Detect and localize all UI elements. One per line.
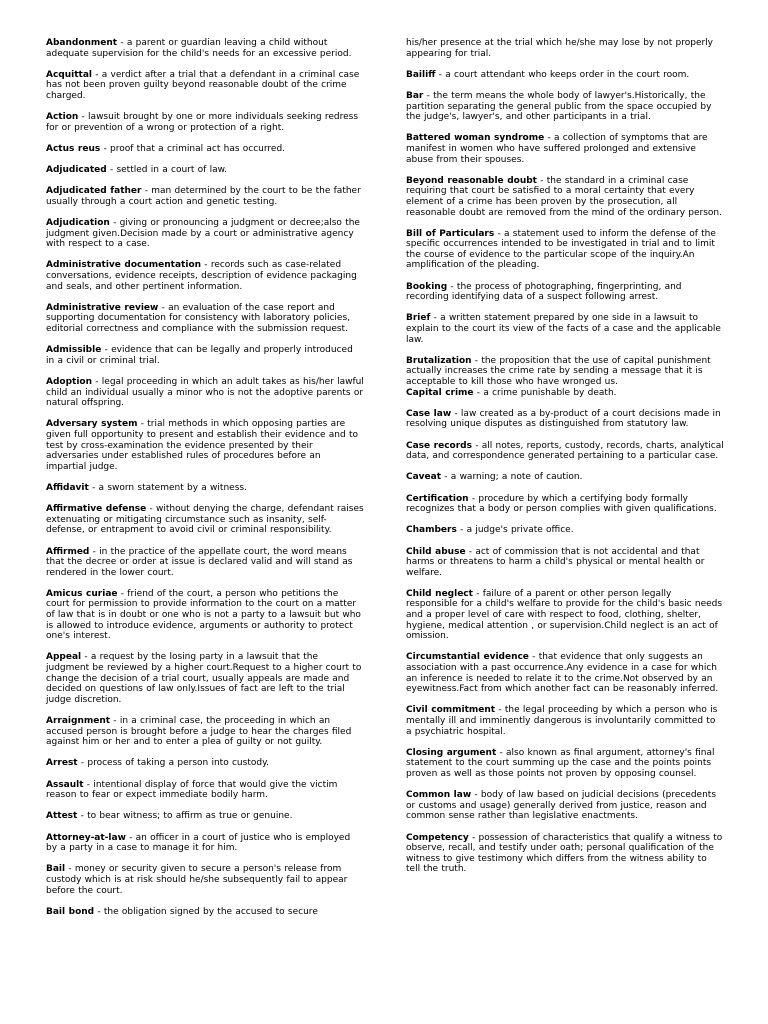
glossary-term: Amicus curiae xyxy=(46,588,118,599)
glossary-entry xyxy=(406,472,724,483)
glossary-term: Child neglect xyxy=(406,588,473,599)
glossary-entry xyxy=(46,833,364,854)
glossary-definition: - an officer in a court of justice who is employed by a party in a case to manage it for him. xyxy=(46,832,351,854)
glossary-definition: - a court attendant who keeps order in the court room. xyxy=(435,69,690,80)
glossary-definition: - the standard in a criminal case requiring that court be satisfied to a moral certainty that every element of a crime has been proven by the prosecution, all reasonable doubt are removed from the mind of the ordinary person. xyxy=(406,175,722,218)
glossary-entry xyxy=(46,144,364,155)
glossary-entry xyxy=(406,409,724,430)
glossary-definition: - giving or pronouncing a judgment or decree;also the judgment given.Decision made by a court or administrative agency with respect to a case. xyxy=(46,218,360,250)
glossary-definition: - the proposition that the use of capital punishment actually increases the crime rate by sending a message that it is acceptable to kill those who have wronged us. xyxy=(406,355,711,387)
glossary-entry xyxy=(46,780,364,801)
glossary-definition: - the legal proceeding by which a person who is mentally ill and imminently dangerous is involuntarily committed to a psychiatric hospital. xyxy=(406,705,718,737)
glossary-entry xyxy=(46,547,364,579)
glossary-entry xyxy=(406,441,724,462)
glossary-definition: - the obligation signed by the accused to secure xyxy=(94,906,318,917)
glossary-entry xyxy=(46,165,364,176)
glossary-entry xyxy=(406,38,724,59)
glossary-definition: - a written statement prepared by one side in a lawsuit to explain to the court its view of the facts of a case and the applicable law. xyxy=(406,313,721,345)
glossary-term: Arrest xyxy=(46,758,78,769)
glossary-term: Administrative review xyxy=(46,302,159,313)
glossary-definition: - intentional display of force that would give the victim reason to fear or expect immediate bodily harm. xyxy=(46,779,338,801)
glossary-entry xyxy=(406,589,724,642)
glossary-term: Admissible xyxy=(46,345,102,356)
glossary-definition: - a parent or guardian leaving a child without adequate supervision for the child's needs for an excessive period. xyxy=(46,38,352,59)
glossary-definition: - proof that a criminal act has occurred. xyxy=(100,143,286,154)
glossary-term: Adversary system xyxy=(46,419,138,430)
glossary-entry xyxy=(46,260,364,292)
glossary-term: Booking xyxy=(406,281,448,292)
glossary-term: Attorney-at-law xyxy=(46,832,126,843)
glossary-term: Affirmative defense xyxy=(46,504,147,515)
glossary-term: Case law xyxy=(406,408,452,419)
glossary-entry xyxy=(406,282,724,303)
glossary-term: Chambers xyxy=(406,525,457,536)
glossary-entry xyxy=(46,303,364,335)
glossary-term: Assault xyxy=(46,779,84,790)
glossary-entry xyxy=(406,313,724,345)
glossary-entry xyxy=(406,91,724,123)
glossary-entry xyxy=(406,833,724,875)
glossary-entry xyxy=(46,186,364,207)
glossary-term: Attest xyxy=(46,811,78,822)
glossary-definition: - act of commission that is not accidental and that harms or threatens to harm a child's physical or mental health or welfare. xyxy=(406,546,705,578)
glossary-definition: - records such as case-related conversations, evidence receipts, description of evidence packaging and seals, and other pertinent information. xyxy=(46,260,357,292)
glossary-entry xyxy=(406,133,724,165)
glossary-definition: - a statement used to inform the defense of the specific occurrences intended to be investigated in trial and to limit the course of evidence to the particular scope of the inquiry.An amplification of the pleading. xyxy=(406,228,716,271)
glossary-definition: - a judge's private office. xyxy=(456,525,574,536)
glossary-definition: - the process of photographing, fingerprinting, and recording identifying data of a suspect following arrest. xyxy=(406,281,682,303)
glossary-definition: - an evaluation of the case report and supporting documentation for consistency with laboratory policies, editorial correctness and compliance with the submission request. xyxy=(46,302,351,335)
glossary-term: Administrative documentation xyxy=(46,260,202,271)
glossary-term: Capital crime xyxy=(406,387,474,398)
glossary-term: Bar xyxy=(406,90,424,101)
glossary-definition: - legal proceeding in which an adult takes as his/her lawful child an individual usually a minor who is not the adoptive parents or natural offspring. xyxy=(46,377,364,409)
glossary-definition: - a collection of symptoms that are manifest in women who have suffered prolonged and extensive abuse from their spouses. xyxy=(406,133,708,165)
glossary-entry xyxy=(406,70,724,81)
glossary-term: Adjudication xyxy=(46,218,110,229)
glossary-definition: - all notes, reports, custody, records, charts, analytical data, and correspondence generated pertaining to a particular case. xyxy=(406,440,724,462)
glossary-definition: - friend of the court, a person who petitions the court for permission to provide information to the court on a matter of law that is in doubt or one who is not a party to a lawsuit but who is allowed to introduce evidence, arguments or authority to protect one's interest. xyxy=(46,588,361,642)
glossary-definition: his/her presence at the trial which he/she may lose by not properly appearing for trial. xyxy=(406,38,714,59)
glossary-definition: - a crime punishable by death. xyxy=(473,387,617,398)
glossary-definition: - a sworn statement by a witness. xyxy=(88,482,247,493)
glossary-entry xyxy=(46,218,364,250)
glossary-entry xyxy=(46,907,364,918)
glossary-term: Bill of Particulars xyxy=(406,228,495,239)
glossary-term: Actus reus xyxy=(46,143,101,154)
glossary-term: Beyond reasonable doubt xyxy=(406,175,537,186)
glossary-entry xyxy=(46,419,364,472)
glossary-entry xyxy=(46,377,364,409)
glossary-term: Appeal xyxy=(46,652,82,663)
glossary-definition: - law created as a by-product of a court decisions made in resolving unique disputes as distinguished from statutory law. xyxy=(406,408,721,430)
glossary-definition: - failure of a parent or other person legally responsible for a child's welfare to provide for the child's basic needs and a proper level of care with respect to food, clothing, shelter, hygiene, medical attention , or supervision.Child neglect is an act of omission. xyxy=(406,588,723,642)
glossary-entry xyxy=(46,758,364,769)
glossary-term: Case records xyxy=(406,440,472,451)
glossary-entry xyxy=(406,705,724,737)
glossary-term: Certification xyxy=(406,493,469,504)
glossary-term: Affirmed xyxy=(46,546,90,557)
glossary-term: Circumstantial evidence xyxy=(406,652,529,663)
glossary-entry xyxy=(46,652,364,705)
glossary-definition: - man determined by the court to be the father usually through a court action and genetic testing. xyxy=(46,186,361,207)
glossary-definition: - settled in a court of law. xyxy=(106,165,227,176)
glossary-definition: - a request by the losing party in a lawsuit that the judgment be reviewed by a higher court.Request to a higher court to change the decision of a trial court, usually appeals are made and decided on questions of law only.Issues of fact are left to the trial judge discretion. xyxy=(46,652,362,705)
glossary-definition: - without denying the charge, defendant raises extenuating or mitigating circumstance such as insanity, self-defense, or entrapment to avoid civil or criminal responsibility. xyxy=(46,504,364,536)
glossary-definition: - a warning; a note of caution. xyxy=(441,472,583,483)
glossary-term: Adjudicated xyxy=(46,165,107,176)
glossary-entry xyxy=(406,790,724,822)
glossary-term: Civil commitment xyxy=(406,705,496,716)
glossary-entry xyxy=(46,811,364,822)
glossary-definition: - trial methods in which opposing parties are given full opportunity to present and establish their evidence and to test by cross-examination the evidence presented by their adversaries under established rules of procedures before an impartial judge. xyxy=(46,419,358,472)
glossary-entry xyxy=(406,748,724,780)
glossary-term: Common law xyxy=(406,790,472,801)
glossary-term: Bail xyxy=(46,864,66,875)
glossary-term: Action xyxy=(46,112,79,123)
glossary-entry xyxy=(406,547,724,579)
glossary-entry xyxy=(406,356,724,388)
glossary-term: Acquittal xyxy=(46,69,92,80)
glossary-term: Closing argument xyxy=(406,747,497,758)
glossary-definition: - money or security given to secure a person's release from custody which is at risk should he/she subsequently fail to appear before the court. xyxy=(46,864,348,896)
glossary-entry xyxy=(46,864,364,896)
glossary-term: Brief xyxy=(406,313,431,324)
glossary-definition: - body of law based on judicial decisions (precedents or customs and usage) generally derived from justice, reason and common sense rather than legislative enactments. xyxy=(406,790,717,822)
glossary-entry xyxy=(406,525,724,536)
glossary-definition: - the term means the whole body of lawyer's.Historically, the partition separating the general public from the space occupied by the judge's, lawyer's, and other participants in a trial. xyxy=(406,90,712,123)
glossary-definition: - also known as final argument, attorney's final statement to the court summing up the case and the points points proven as well as those points not proven by opposing counsel. xyxy=(406,747,715,779)
glossary-term: Child abuse xyxy=(406,546,466,557)
glossary-term: Brutalization xyxy=(406,355,472,366)
glossary-definition: - possession of characteristics that qualify a witness to observe, recall, and testify under oath; personal qualification of the witness to give testimony which differs from the witness ability to tell the truth. xyxy=(406,832,723,875)
glossary-entry xyxy=(406,229,724,271)
glossary-term: Affidavit xyxy=(46,482,89,493)
glossary-term: Arraignment xyxy=(46,716,111,726)
glossary-entry xyxy=(46,504,364,536)
glossary-term: Abandonment xyxy=(46,38,118,48)
glossary-definition: - evidence that can be legally and properly introduced in a civil or criminal trial. xyxy=(46,345,353,366)
glossary-definition: - in a criminal case, the proceeding in which an accused person is brought before a judge to hear the charges filed against him or her and to enter a plea of guilty or not guilty. xyxy=(46,716,352,748)
glossary-entry xyxy=(46,345,364,366)
glossary-definition: - that evidence that only suggests an association with a past occurrence.Any evidence in a case for which an inference is needed to relate it to the crime.Not observed by an eyewitness.Fact from which another fact can be reasonably inferred. xyxy=(406,652,719,695)
left-column xyxy=(46,38,364,928)
glossary-term: Adoption xyxy=(46,377,93,387)
glossary-definition: - in the practice of the appellate court, the word means that the decree or order at issue is declared valid and will stand as rendered in the lower court. xyxy=(46,546,353,578)
right-column xyxy=(406,38,724,886)
glossary-definition: - procedure by which a certifying body formally recognizes that a body or person complies with given qualifications. xyxy=(406,493,717,515)
glossary-term: Caveat xyxy=(406,472,442,483)
glossary-term: Battered woman syndrome xyxy=(406,133,545,144)
glossary-definition: - process of taking a person into custody. xyxy=(77,758,269,769)
glossary-entry xyxy=(46,716,364,748)
glossary-definition: - a verdict after a trial that a defendant in a criminal case has not been proven guilty beyond reasonable doubt of the crime charged. xyxy=(46,69,360,101)
glossary-definition: - lawsuit brought by one or more individuals seeking redress for or prevention of a wrong or protection of a right. xyxy=(46,112,359,133)
glossary-term: Bail bond xyxy=(46,906,95,917)
glossary-term: Bailiff xyxy=(406,69,436,80)
glossary-entry xyxy=(46,483,364,494)
glossary-entry xyxy=(46,70,364,102)
glossary-entry xyxy=(46,38,364,59)
glossary-definition: - to bear witness; to affirm as true or genuine. xyxy=(77,811,293,822)
glossary-entry xyxy=(406,494,724,515)
glossary-entry xyxy=(406,652,724,694)
glossary-entry xyxy=(46,589,364,642)
glossary-term: Adjudicated father xyxy=(46,186,142,197)
glossary-entry xyxy=(406,176,724,218)
glossary-entry xyxy=(46,112,364,133)
glossary-term: Competency xyxy=(406,832,469,843)
glossary-entry xyxy=(406,388,724,399)
